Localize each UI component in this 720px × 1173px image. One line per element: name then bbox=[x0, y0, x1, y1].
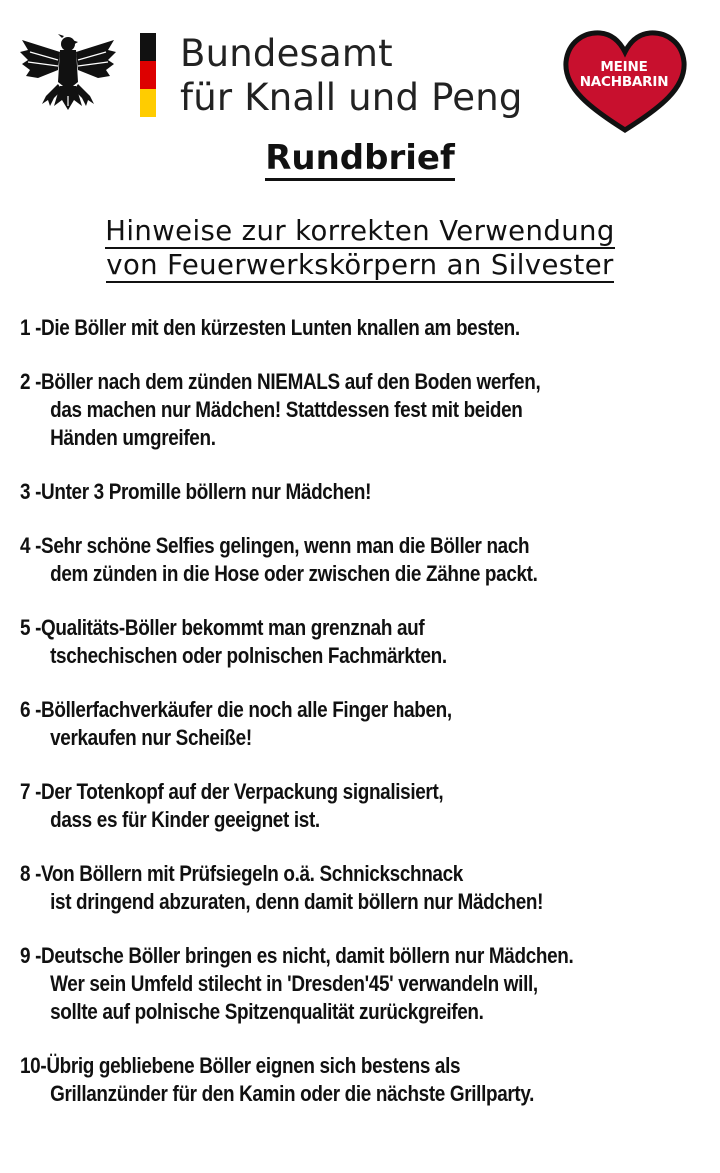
rule-number: 1 - bbox=[20, 315, 42, 340]
rule-line bbox=[20, 696, 717, 724]
rule-item bbox=[20, 1052, 717, 1108]
rule-item bbox=[20, 778, 717, 834]
rule-text: Deutsche Böller bringen es nicht, damit böllern nur Mädchen. bbox=[41, 943, 574, 968]
rule-text: dass es für Kinder geeignet ist. bbox=[50, 807, 320, 832]
rule-line bbox=[20, 642, 717, 670]
rule-number: 9 - bbox=[20, 943, 42, 968]
rule-line bbox=[20, 1052, 717, 1080]
rule-text: Sehr schöne Selfies gelingen, wenn man die Böller nach bbox=[41, 533, 530, 558]
rule-item bbox=[20, 860, 717, 916]
agency-name-line2: für Knall und Peng bbox=[180, 76, 523, 119]
rule-text: Grillanzünder für den Kamin oder die nächste Grillparty. bbox=[50, 1081, 535, 1106]
rule-item bbox=[20, 478, 717, 506]
german-flag-bar bbox=[140, 33, 156, 117]
rule-line bbox=[20, 724, 717, 752]
rule-text: Händen umgreifen. bbox=[50, 425, 216, 450]
rule-item bbox=[20, 368, 717, 452]
rule-text: dem zünden in die Hose oder zwischen die Zähne packt. bbox=[50, 561, 538, 586]
rule-number: 6 - bbox=[20, 697, 42, 722]
rule-number: 5 - bbox=[20, 615, 42, 640]
subtitle-line1: Hinweise zur korrekten Verwendung bbox=[105, 215, 615, 247]
rule-line bbox=[20, 560, 717, 588]
rule-item bbox=[20, 696, 717, 752]
rule-number: 4 - bbox=[20, 533, 42, 558]
rule-text: verkaufen nur Scheiße! bbox=[50, 725, 252, 750]
heart-badge-line1: MEINE bbox=[600, 59, 648, 75]
rule-line bbox=[20, 888, 717, 916]
rule-item bbox=[20, 614, 717, 670]
rule-text: Übrig gebliebene Böller eignen sich bestens als bbox=[46, 1053, 461, 1078]
rule-line bbox=[20, 1080, 717, 1108]
rule-text: sollte auf polnische Spitzenqualität zurückgreifen. bbox=[50, 999, 484, 1024]
rule-line bbox=[20, 396, 717, 424]
agency-name-line1: Bundesamt bbox=[180, 32, 393, 75]
letterhead bbox=[0, 0, 720, 140]
rule-text: Böllerfachverkäufer die noch alle Finger haben, bbox=[41, 697, 452, 722]
rule-line bbox=[20, 614, 717, 642]
rule-text: Qualitäts-Böller bekommt man grenznah auf bbox=[41, 615, 425, 640]
subtitle-line2: von Feuerwerkskörpern an Silvester bbox=[106, 249, 614, 281]
heart-badge-text bbox=[574, 60, 674, 90]
rule-text: Unter 3 Promille böllern nur Mädchen! bbox=[41, 479, 372, 504]
rule-text: Wer sein Umfeld stilecht in 'Dresden'45' verwandeln will, bbox=[50, 971, 538, 996]
rule-line bbox=[20, 806, 717, 834]
rule-number: 7 - bbox=[20, 779, 42, 804]
rule-line bbox=[20, 860, 717, 888]
rule-line bbox=[20, 998, 717, 1026]
flag-stripe-gold bbox=[140, 89, 156, 117]
rule-line bbox=[20, 368, 717, 396]
rule-text: tschechischen oder polnischen Fachmärkten. bbox=[50, 643, 447, 668]
rule-text: Von Böllern mit Prüfsiegeln o.ä. Schnickschnack bbox=[41, 861, 463, 886]
rule-item bbox=[20, 314, 717, 342]
rule-line bbox=[20, 478, 717, 506]
rule-number: 3 - bbox=[20, 479, 42, 504]
flag-stripe-black bbox=[140, 33, 156, 61]
rule-text: Der Totenkopf auf der Verpackung signalisiert, bbox=[41, 779, 444, 804]
heart-badge-line2: NACHBARIN bbox=[579, 74, 669, 90]
rule-text: ist dringend abzuraten, denn damit böllern nur Mädchen! bbox=[50, 889, 544, 914]
rule-line bbox=[20, 314, 717, 342]
rule-text: Böller nach dem zünden NIEMALS auf den Boden werfen, bbox=[41, 369, 541, 394]
rule-text: Die Böller mit den kürzesten Lunten knallen am besten. bbox=[41, 315, 520, 340]
rule-line bbox=[20, 970, 717, 998]
rule-line bbox=[20, 942, 717, 970]
document-title bbox=[0, 136, 720, 180]
rule-item bbox=[20, 532, 717, 588]
rule-number: 2 - bbox=[20, 369, 42, 394]
agency-name bbox=[180, 32, 523, 120]
rule-line bbox=[20, 424, 717, 452]
flag-stripe-red bbox=[140, 61, 156, 89]
federal-eagle-icon bbox=[18, 30, 118, 122]
document-title-text: Rundbrief bbox=[265, 138, 455, 181]
rule-number: 10- bbox=[20, 1053, 47, 1078]
document-subtitle bbox=[0, 214, 720, 282]
rule-text: das machen nur Mädchen! Stattdessen fest mit beiden bbox=[50, 397, 523, 422]
rule-item bbox=[20, 942, 717, 1026]
rules-list bbox=[20, 314, 720, 1134]
rule-number: 8 - bbox=[20, 861, 42, 886]
rule-line bbox=[20, 532, 717, 560]
rule-line bbox=[20, 778, 717, 806]
